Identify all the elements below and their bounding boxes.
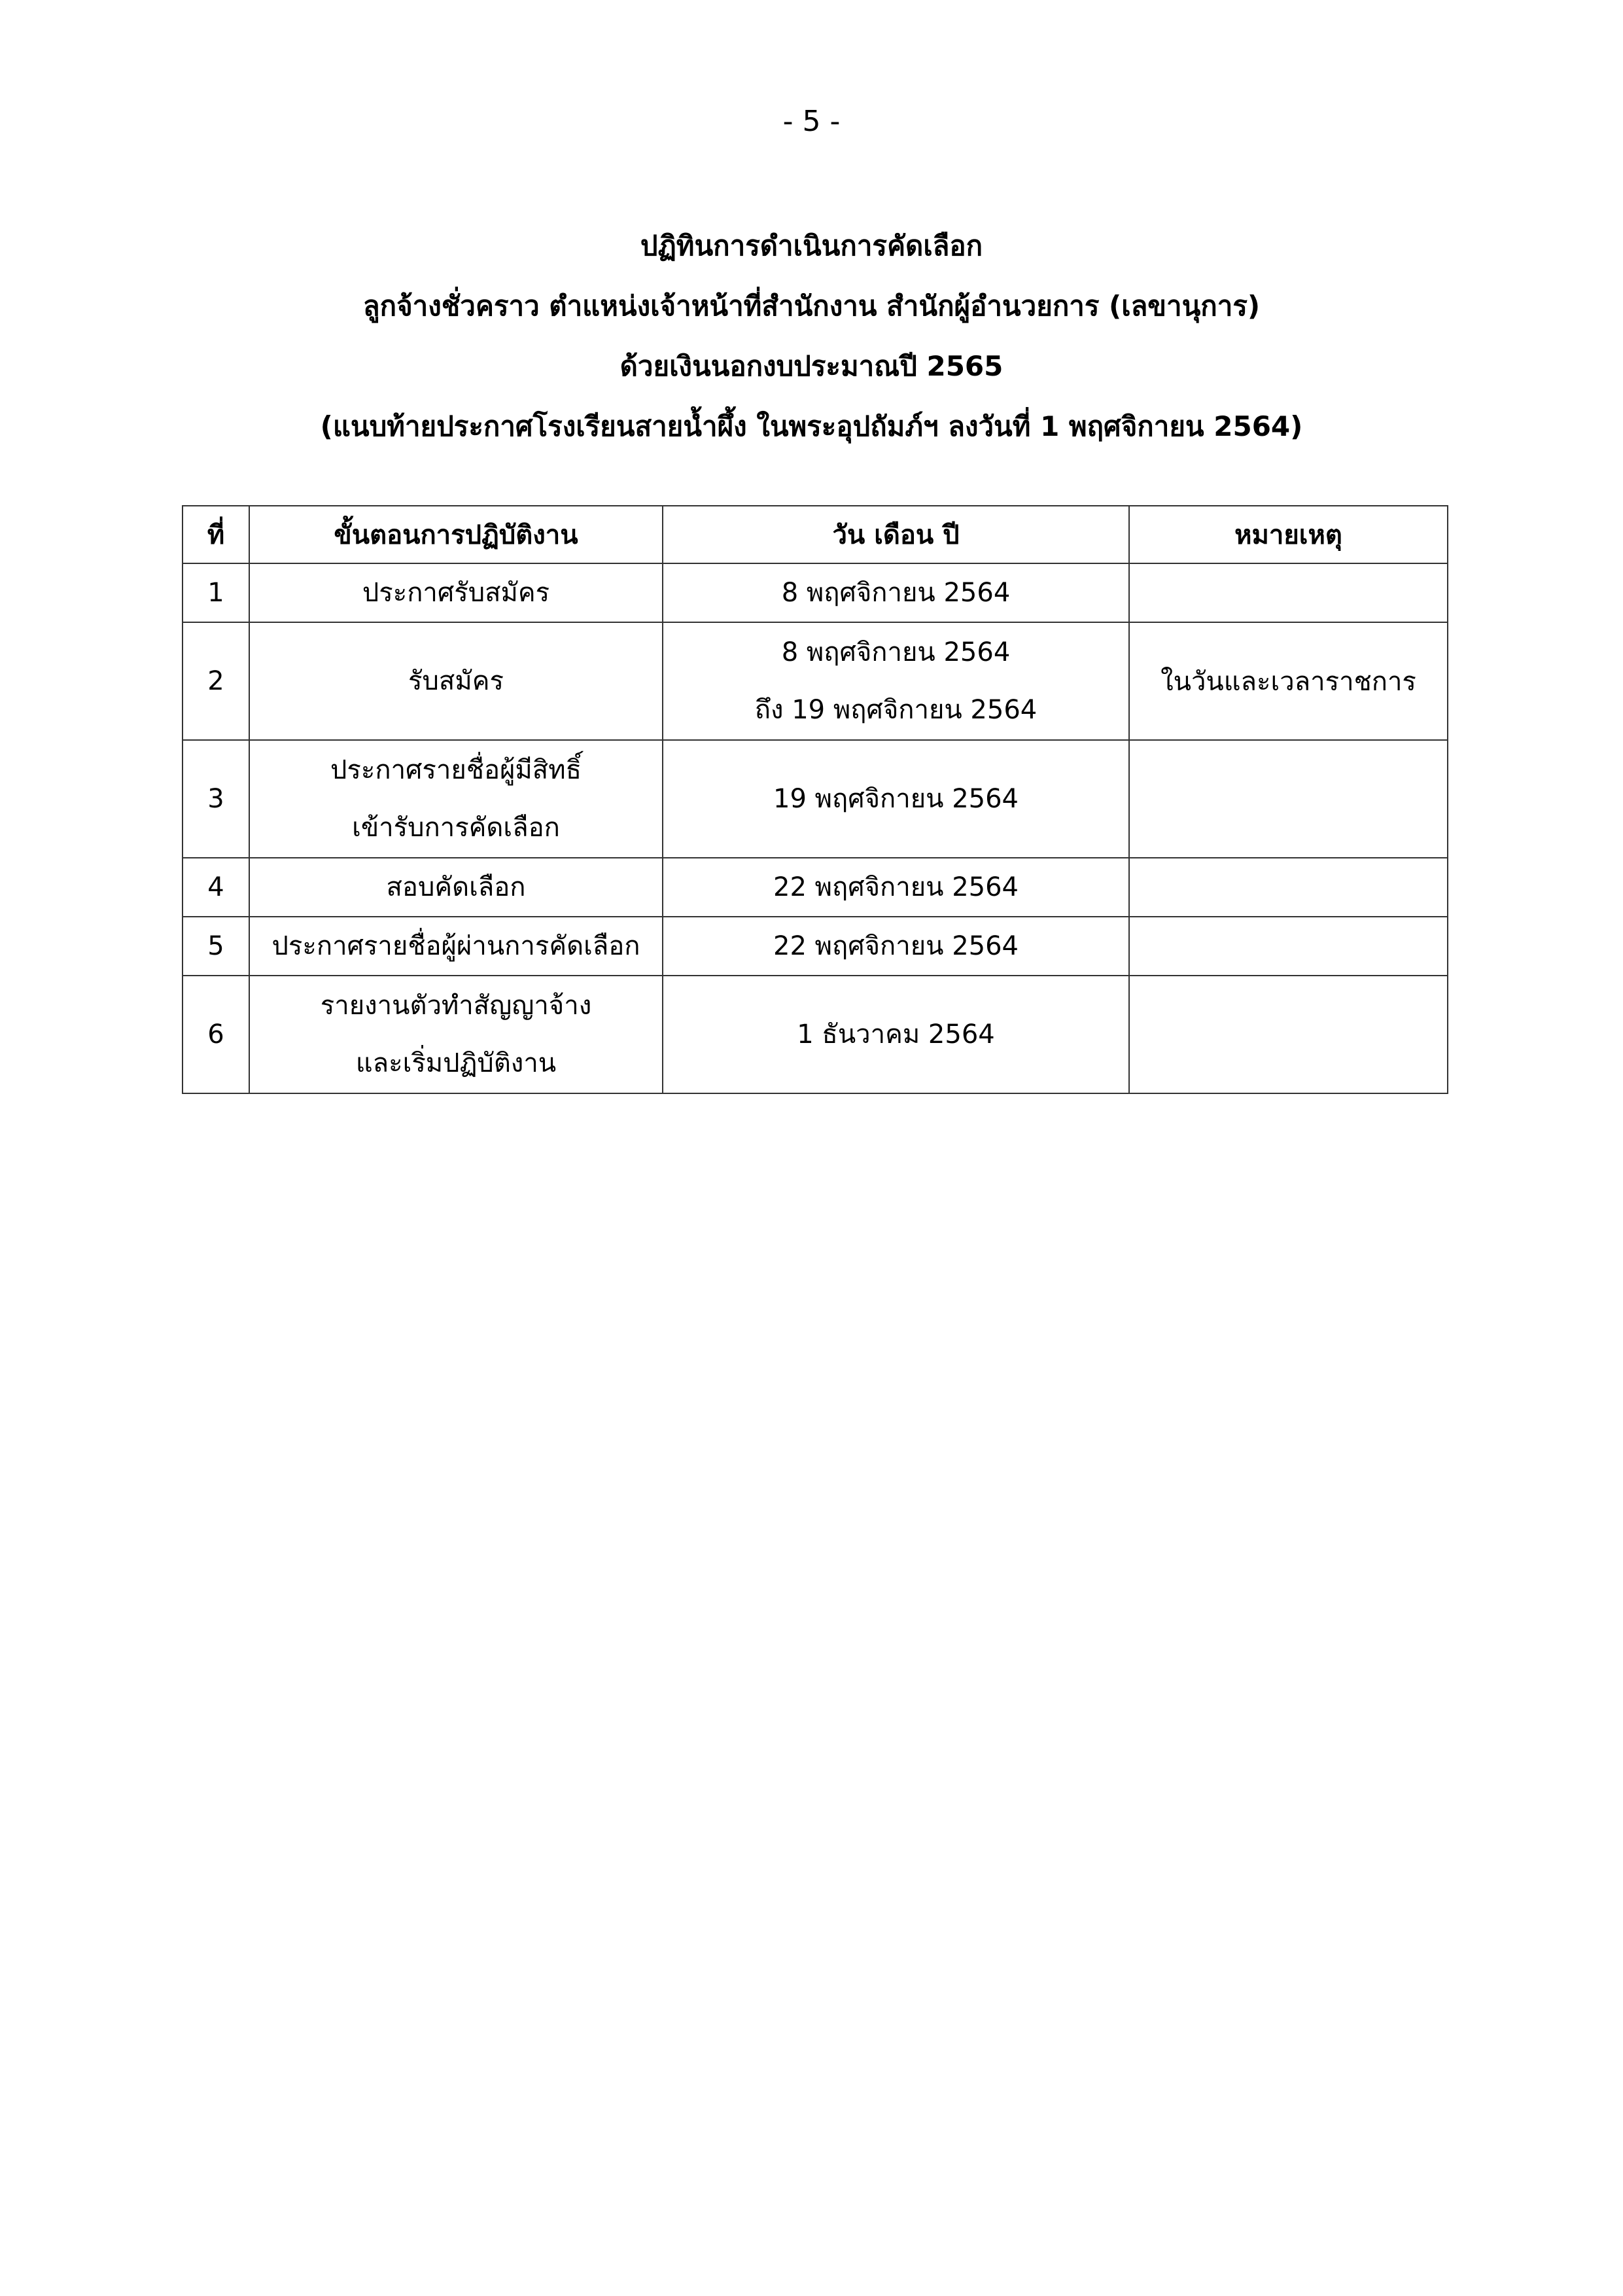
title-line-1: ปฏิทินการดำเนินการคัดเลือก: [640, 230, 983, 262]
cell-step-line: สอบคัดเลือก: [386, 872, 526, 902]
table-row: [183, 740, 1448, 858]
cell-date-line: 8 พฤศจิกายน 2564: [781, 578, 1011, 608]
cell-date-line: 19 พฤศจิกายน 2564: [773, 784, 1019, 814]
cell-note: [1129, 976, 1448, 1093]
cell-date: [663, 917, 1129, 976]
schedule-table: [182, 505, 1448, 1094]
cell-note: [1129, 563, 1448, 622]
table-header-row: [183, 506, 1448, 563]
header-no: ที่: [183, 506, 249, 563]
cell-no: 1: [183, 563, 249, 622]
table-row: [183, 858, 1448, 917]
cell-step-line: ประกาศรายชื่อผู้ผ่านการคัดเลือก: [271, 931, 640, 961]
cell-note: [1129, 858, 1448, 917]
cell-step: [249, 622, 663, 740]
cell-no: 6: [183, 976, 249, 1093]
cell-no: 3: [183, 740, 249, 858]
cell-step-line: เข้ารับการคัดเลือก: [352, 813, 560, 843]
cell-step-line: รายงานตัวทำสัญญาจ้าง: [320, 991, 592, 1021]
cell-step: [249, 858, 663, 917]
header-date: วัน เดือน ปี: [663, 506, 1129, 563]
cell-date: [663, 740, 1129, 858]
header-note: หมายเหตุ: [1129, 506, 1448, 563]
cell-step-line: รับสมัคร: [408, 666, 504, 696]
document-title: [0, 216, 1623, 457]
cell-no: 5: [183, 917, 249, 976]
title-line-3: ด้วยเงินนอกงบประมาณปี 2565: [620, 350, 1003, 382]
cell-step-line: ประกาศรับสมัคร: [362, 578, 550, 608]
table-row: [183, 917, 1448, 976]
cell-date-line: ถึง 19 พฤศจิกายน 2564: [754, 695, 1038, 725]
cell-step: [249, 917, 663, 976]
table-row: [183, 976, 1448, 1093]
header-step: ขั้นตอนการปฏิบัติงาน: [249, 506, 663, 563]
cell-date-line: 22 พฤศจิกายน 2564: [773, 931, 1019, 961]
cell-step: [249, 563, 663, 622]
cell-note: [1129, 740, 1448, 858]
cell-step: [249, 740, 663, 858]
cell-date-line: 1 ธันวาคม 2564: [797, 1019, 995, 1050]
cell-date-line: 22 พฤศจิกายน 2564: [773, 872, 1019, 902]
cell-step-line: ประกาศรายชื่อผู้มีสิทธิ์: [330, 755, 582, 785]
cell-date: [663, 563, 1129, 622]
cell-note: ในวันและเวลาราชการ: [1129, 622, 1448, 740]
cell-date: [663, 622, 1129, 740]
cell-date-line: 8 พฤศจิกายน 2564: [781, 637, 1011, 667]
title-line-4: (แนบท้ายประกาศโรงเรียนสายน้ำผึ้ง ในพระอุปถัมภ์ฯ ลงวันที่ 1 พฤศจิกายน 2564): [320, 410, 1303, 442]
cell-note: [1129, 917, 1448, 976]
cell-no: 4: [183, 858, 249, 917]
cell-date: [663, 858, 1129, 917]
table-row: [183, 622, 1448, 740]
cell-step: [249, 976, 663, 1093]
page-number: - 5 -: [782, 105, 841, 138]
cell-no: 2: [183, 622, 249, 740]
cell-date: [663, 976, 1129, 1093]
cell-step-line: และเริ่มปฏิบัติงาน: [355, 1048, 557, 1078]
title-line-2: ลูกจ้างชั่วคราว ตำแหน่งเจ้าหน้าที่สำนักงาน สำนักผู้อำนวยการ (เลขานุการ): [362, 290, 1261, 322]
table-row: [183, 563, 1448, 622]
